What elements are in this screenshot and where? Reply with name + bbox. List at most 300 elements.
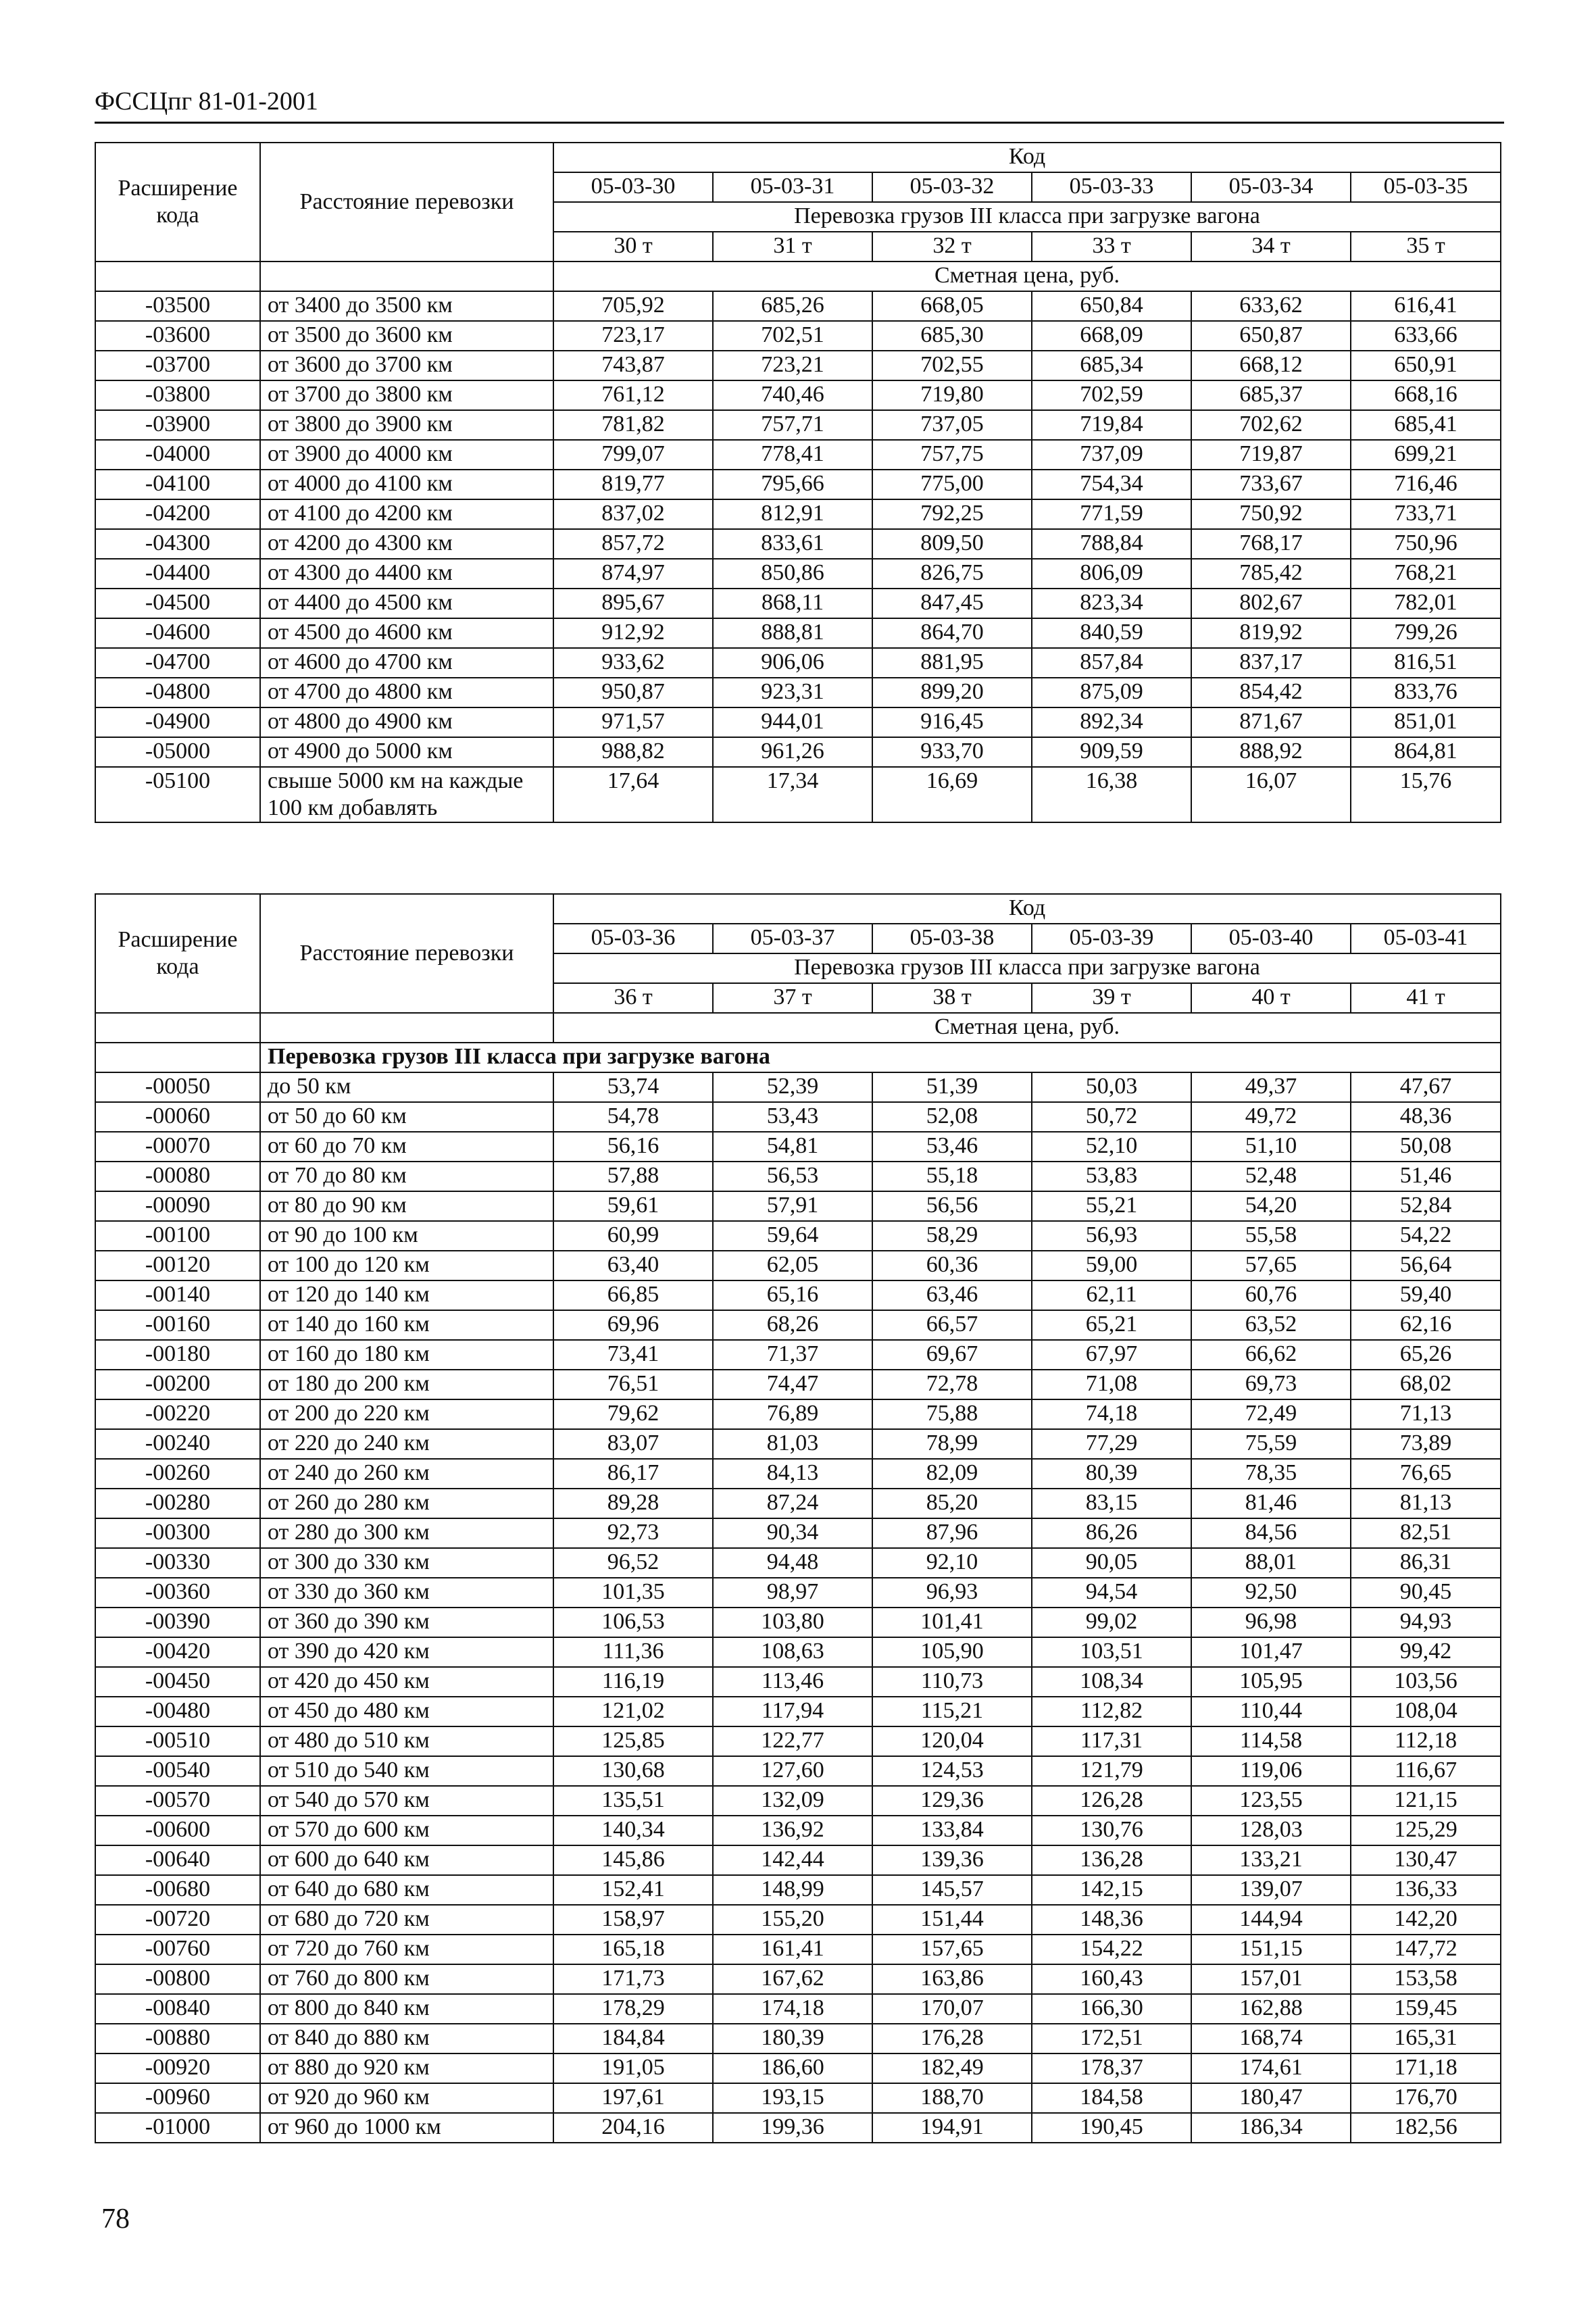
code-header: 05-03-41 (1351, 924, 1501, 953)
code-extension: -00720 (95, 1905, 260, 1935)
price-cell: 71,37 (713, 1340, 872, 1370)
price-cell: 136,92 (713, 1816, 872, 1845)
price-cell: 76,51 (553, 1370, 713, 1399)
load-header: 36 т (553, 983, 713, 1013)
code-extension: -00120 (95, 1251, 260, 1280)
price-cell: 78,99 (872, 1429, 1032, 1459)
price-cell: 81,46 (1191, 1489, 1351, 1518)
price-cell: 75,59 (1191, 1429, 1351, 1459)
price-cell: 819,77 (553, 470, 713, 499)
table-row (95, 1875, 1501, 1905)
price-cell: 86,17 (553, 1459, 713, 1489)
code-header: 05-03-33 (1032, 172, 1191, 202)
code-extension: -00540 (95, 1756, 260, 1786)
distance: от 160 до 180 км (260, 1340, 553, 1370)
price-cell: 864,70 (872, 618, 1032, 648)
price-cell: 69,96 (553, 1310, 713, 1340)
price-cell: 99,42 (1351, 1637, 1501, 1667)
price-cell: 147,72 (1351, 1935, 1501, 1964)
distance: свыше 5000 км на каждые 100 км добавлять (260, 767, 553, 822)
price-cell: 204,16 (553, 2113, 713, 2143)
code-header: 05-03-37 (713, 924, 872, 953)
distance: от 4300 до 4400 км (260, 559, 553, 589)
price-cell: 685,41 (1351, 410, 1501, 440)
price-cell: 881,95 (872, 648, 1032, 678)
empty-cell (260, 262, 553, 291)
price-cell: 737,05 (872, 410, 1032, 440)
price-cell: 88,01 (1191, 1548, 1351, 1578)
price-cell: 94,48 (713, 1548, 872, 1578)
price-cell: 85,20 (872, 1489, 1032, 1518)
distance: от 90 до 100 км (260, 1221, 553, 1251)
price-label: Сметная цена, руб. (553, 1013, 1501, 1043)
code-extension: -00640 (95, 1845, 260, 1875)
price-cell: 59,61 (553, 1191, 713, 1221)
code-extension: -00840 (95, 1994, 260, 2024)
price-cell: 171,18 (1351, 2053, 1501, 2083)
table-row (95, 410, 1501, 440)
table-row (95, 589, 1501, 618)
price-cell: 83,07 (553, 1429, 713, 1459)
price-cell: 868,11 (713, 589, 872, 618)
table-row (95, 2083, 1501, 2113)
price-cell: 54,81 (713, 1132, 872, 1162)
price-cell: 152,41 (553, 1875, 713, 1905)
price-cell: 139,36 (872, 1845, 1032, 1875)
price-cell: 148,99 (713, 1875, 872, 1905)
distance: от 4400 до 4500 км (260, 589, 553, 618)
price-cell: 933,70 (872, 737, 1032, 767)
price-cell: 59,64 (713, 1221, 872, 1251)
price-cell: 96,98 (1191, 1608, 1351, 1637)
code-extension: -04800 (95, 678, 260, 707)
page-header: ФССЦпг 81-01-2001 (95, 87, 318, 116)
distance: от 570 до 600 км (260, 1816, 553, 1845)
distance: от 3500 до 3600 км (260, 321, 553, 351)
distance: от 260 до 280 км (260, 1489, 553, 1518)
distance: от 3700 до 3800 км (260, 380, 553, 410)
price-cell: 888,81 (713, 618, 872, 648)
price-cell: 650,84 (1032, 291, 1191, 321)
price-cell: 116,67 (1351, 1756, 1501, 1786)
price-cell: 165,18 (553, 1935, 713, 1964)
price-cell: 62,11 (1032, 1280, 1191, 1310)
distance: от 3800 до 3900 км (260, 410, 553, 440)
empty-cell (95, 262, 260, 291)
price-cell: 108,63 (713, 1637, 872, 1667)
price-cell: 60,36 (872, 1251, 1032, 1280)
page-number: 78 (101, 2204, 130, 2235)
code-header: 05-03-35 (1351, 172, 1501, 202)
table-body (95, 894, 1501, 2143)
distance: от 840 до 880 км (260, 2024, 553, 2053)
price-cell: 857,72 (553, 529, 713, 559)
price-cell: 723,17 (553, 321, 713, 351)
code-extension: -04300 (95, 529, 260, 559)
distance: до 50 км (260, 1072, 553, 1102)
price-cell: 90,45 (1351, 1578, 1501, 1608)
price-cell: 733,67 (1191, 470, 1351, 499)
price-cell: 857,84 (1032, 648, 1191, 678)
price-cell: 171,73 (553, 1964, 713, 1994)
price-cell: 86,31 (1351, 1548, 1501, 1578)
code-extension: -00100 (95, 1221, 260, 1251)
price-cell: 182,56 (1351, 2113, 1501, 2143)
price-cell: 92,10 (872, 1548, 1032, 1578)
price-cell: 888,92 (1191, 737, 1351, 767)
distance: от 4800 до 4900 км (260, 707, 553, 737)
price-cell: 771,59 (1032, 499, 1191, 529)
price-table-1 (95, 142, 1501, 823)
table-row (95, 351, 1501, 380)
price-cell: 127,60 (713, 1756, 872, 1786)
price-cell: 616,41 (1351, 291, 1501, 321)
price-cell: 193,15 (713, 2083, 872, 2113)
price-cell: 899,20 (872, 678, 1032, 707)
price-cell: 65,16 (713, 1280, 872, 1310)
code-extension: -00570 (95, 1786, 260, 1816)
empty-cell (260, 1013, 553, 1043)
table-row (95, 1518, 1501, 1548)
price-cell: 119,06 (1191, 1756, 1351, 1786)
table-row (95, 1429, 1501, 1459)
price-cell: 837,02 (553, 499, 713, 529)
price-cell: 81,13 (1351, 1489, 1501, 1518)
code-extension: -00510 (95, 1726, 260, 1756)
table-row (95, 1191, 1501, 1221)
table-row (95, 1786, 1501, 1816)
table-row (95, 1280, 1501, 1310)
price-cell: 81,03 (713, 1429, 872, 1459)
distance: от 720 до 760 км (260, 1935, 553, 1964)
price-cell: 82,09 (872, 1459, 1032, 1489)
table-row (95, 618, 1501, 648)
distance: от 480 до 510 км (260, 1726, 553, 1756)
price-cell: 66,85 (553, 1280, 713, 1310)
table-row (95, 1667, 1501, 1697)
table-row (95, 1756, 1501, 1786)
price-cell: 60,99 (553, 1221, 713, 1251)
table-row (95, 1072, 1501, 1102)
price-cell: 96,93 (872, 1578, 1032, 1608)
price-cell: 62,05 (713, 1251, 872, 1280)
code-header: 05-03-30 (553, 172, 713, 202)
price-cell: 719,87 (1191, 440, 1351, 470)
price-cell: 114,58 (1191, 1726, 1351, 1756)
table-row (95, 1845, 1501, 1875)
code-extension: -04900 (95, 707, 260, 737)
price-cell: 988,82 (553, 737, 713, 767)
price-cell: 186,34 (1191, 2113, 1351, 2143)
price-cell: 126,28 (1032, 1786, 1191, 1816)
price-cell: 87,96 (872, 1518, 1032, 1548)
col-header-distance: Расстояние перевозки (260, 894, 553, 1013)
distance: от 880 до 920 км (260, 2053, 553, 2083)
price-cell: 76,65 (1351, 1459, 1501, 1489)
price-cell: 106,53 (553, 1608, 713, 1637)
subtitle: Перевозка грузов III класса при загрузке вагона (553, 202, 1501, 232)
price-cell: 79,62 (553, 1399, 713, 1429)
col-header-code: Расширение кода (95, 894, 260, 1013)
price-cell: 83,15 (1032, 1489, 1191, 1518)
price-cell: 69,67 (872, 1340, 1032, 1370)
price-cell: 809,50 (872, 529, 1032, 559)
price-cell: 16,07 (1191, 767, 1351, 822)
table-row (95, 1578, 1501, 1608)
price-cell: 159,45 (1351, 1994, 1501, 2024)
price-cell: 54,78 (553, 1102, 713, 1132)
price-label-row (95, 1013, 1501, 1043)
price-cell: 122,77 (713, 1726, 872, 1756)
price-cell: 47,67 (1351, 1072, 1501, 1102)
price-cell: 128,03 (1191, 1816, 1351, 1845)
code-extension: -03800 (95, 380, 260, 410)
price-cell: 197,61 (553, 2083, 713, 2113)
price-cell: 750,96 (1351, 529, 1501, 559)
price-cell: 53,46 (872, 1132, 1032, 1162)
price-cell: 788,84 (1032, 529, 1191, 559)
price-cell: 799,26 (1351, 618, 1501, 648)
kod-label: Код (553, 894, 1501, 924)
table-row (95, 499, 1501, 529)
price-cell: 115,21 (872, 1697, 1032, 1726)
load-header: 30 т (553, 232, 713, 262)
price-cell: 92,50 (1191, 1578, 1351, 1608)
distance: от 4700 до 4800 км (260, 678, 553, 707)
code-extension: -00180 (95, 1340, 260, 1370)
code-header: 05-03-31 (713, 172, 872, 202)
price-cell: 144,94 (1191, 1905, 1351, 1935)
code-extension: -04700 (95, 648, 260, 678)
price-cell: 50,08 (1351, 1132, 1501, 1162)
header-row (95, 143, 1501, 172)
price-cell: 72,49 (1191, 1399, 1351, 1429)
distance: от 540 до 570 км (260, 1786, 553, 1816)
price-table-2 (95, 893, 1501, 2143)
price-cell: 160,43 (1032, 1964, 1191, 1994)
price-cell: 702,55 (872, 351, 1032, 380)
price-cell: 668,09 (1032, 321, 1191, 351)
price-cell: 117,94 (713, 1697, 872, 1726)
table-row (95, 707, 1501, 737)
price-cell: 121,15 (1351, 1786, 1501, 1816)
distance: от 280 до 300 км (260, 1518, 553, 1548)
price-cell: 854,42 (1191, 678, 1351, 707)
table-row (95, 1608, 1501, 1637)
header-rule (95, 122, 1504, 124)
code-extension: -00200 (95, 1370, 260, 1399)
code-extension: -00800 (95, 1964, 260, 1994)
code-extension: -03900 (95, 410, 260, 440)
distance: от 680 до 720 км (260, 1905, 553, 1935)
price-cell: 812,91 (713, 499, 872, 529)
table-row (95, 1251, 1501, 1280)
distance: от 240 до 260 км (260, 1459, 553, 1489)
price-cell: 124,53 (872, 1756, 1032, 1786)
price-cell: 847,45 (872, 589, 1032, 618)
distance: от 4000 до 4100 км (260, 470, 553, 499)
price-cell: 50,03 (1032, 1072, 1191, 1102)
price-cell: 139,07 (1191, 1875, 1351, 1905)
col-header-distance: Расстояние перевозки (260, 143, 553, 262)
price-cell: 68,02 (1351, 1370, 1501, 1399)
price-cell: 819,92 (1191, 618, 1351, 648)
price-cell: 110,73 (872, 1667, 1032, 1697)
price-cell: 792,25 (872, 499, 1032, 529)
price-cell: 94,54 (1032, 1578, 1191, 1608)
price-cell: 69,73 (1191, 1370, 1351, 1399)
table-row (95, 1994, 1501, 2024)
price-cell: 916,45 (872, 707, 1032, 737)
price-cell: 77,29 (1032, 1429, 1191, 1459)
table-row (95, 291, 1501, 321)
code-extension: -00280 (95, 1489, 260, 1518)
price-cell: 84,56 (1191, 1518, 1351, 1548)
load-header: 41 т (1351, 983, 1501, 1013)
price-cell: 768,17 (1191, 529, 1351, 559)
price-cell: 121,02 (553, 1697, 713, 1726)
price-cell: 633,62 (1191, 291, 1351, 321)
price-cell: 71,13 (1351, 1399, 1501, 1429)
table-row (95, 1964, 1501, 1994)
price-cell: 685,37 (1191, 380, 1351, 410)
price-cell: 75,88 (872, 1399, 1032, 1429)
price-cell: 129,36 (872, 1786, 1032, 1816)
table-row (95, 1399, 1501, 1429)
price-cell: 782,01 (1351, 589, 1501, 618)
price-cell: 65,26 (1351, 1340, 1501, 1370)
distance: от 220 до 240 км (260, 1429, 553, 1459)
table-row (95, 1489, 1501, 1518)
price-cell: 101,35 (553, 1578, 713, 1608)
code-extension: -00080 (95, 1162, 260, 1191)
code-header: 05-03-34 (1191, 172, 1351, 202)
table-row (95, 1637, 1501, 1667)
price-cell: 923,31 (713, 678, 872, 707)
code-header: 05-03-38 (872, 924, 1032, 953)
distance: от 60 до 70 км (260, 1132, 553, 1162)
price-cell: 63,46 (872, 1280, 1032, 1310)
code-extension: -03600 (95, 321, 260, 351)
price-cell: 123,55 (1191, 1786, 1351, 1816)
price-cell: 17,34 (713, 767, 872, 822)
distance: от 960 до 1000 км (260, 2113, 553, 2143)
price-cell: 133,21 (1191, 1845, 1351, 1875)
price-cell: 833,76 (1351, 678, 1501, 707)
price-cell: 56,16 (553, 1132, 713, 1162)
price-cell: 101,41 (872, 1608, 1032, 1637)
code-header: 05-03-36 (553, 924, 713, 953)
table-row (95, 1548, 1501, 1578)
price-cell: 191,05 (553, 2053, 713, 2083)
code-extension: -00420 (95, 1637, 260, 1667)
distance: от 140 до 160 км (260, 1310, 553, 1340)
price-cell: 167,62 (713, 1964, 872, 1994)
price-cell: 52,39 (713, 1072, 872, 1102)
price-cell: 16,38 (1032, 767, 1191, 822)
distance: от 4900 до 5000 км (260, 737, 553, 767)
price-cell: 125,29 (1351, 1816, 1501, 1845)
price-cell: 833,61 (713, 529, 872, 559)
code-extension: -00880 (95, 2024, 260, 2053)
price-cell: 850,86 (713, 559, 872, 589)
price-cell: 151,15 (1191, 1935, 1351, 1964)
load-header: 38 т (872, 983, 1032, 1013)
table-row (95, 1905, 1501, 1935)
load-header: 39 т (1032, 983, 1191, 1013)
price-cell: 63,52 (1191, 1310, 1351, 1340)
price-cell: 174,18 (713, 1994, 872, 2024)
table-row (95, 1816, 1501, 1845)
price-cell: 184,58 (1032, 2083, 1191, 2113)
price-cell: 719,80 (872, 380, 1032, 410)
distance: от 50 до 60 км (260, 1102, 553, 1132)
price-cell: 170,07 (872, 1994, 1032, 2024)
code-extension: -04100 (95, 470, 260, 499)
price-cell: 125,85 (553, 1726, 713, 1756)
distance: от 80 до 90 км (260, 1191, 553, 1221)
table-row (95, 767, 1501, 822)
price-cell: 668,16 (1351, 380, 1501, 410)
code-extension: -00360 (95, 1578, 260, 1608)
price-cell: 54,20 (1191, 1191, 1351, 1221)
code-extension: -04500 (95, 589, 260, 618)
price-cell: 15,76 (1351, 767, 1501, 822)
price-cell: 961,26 (713, 737, 872, 767)
code-extension: -00300 (95, 1518, 260, 1548)
table-row (95, 1697, 1501, 1726)
code-extension: -00450 (95, 1667, 260, 1697)
price-cell: 705,92 (553, 291, 713, 321)
price-cell: 92,73 (553, 1518, 713, 1548)
price-cell: 51,46 (1351, 1162, 1501, 1191)
price-cell: 48,36 (1351, 1102, 1501, 1132)
price-cell: 754,34 (1032, 470, 1191, 499)
price-cell: 716,46 (1351, 470, 1501, 499)
price-cell: 133,84 (872, 1816, 1032, 1845)
distance: от 4600 до 4700 км (260, 648, 553, 678)
price-cell: 112,82 (1032, 1697, 1191, 1726)
price-cell: 117,31 (1032, 1726, 1191, 1756)
price-cell: 130,68 (553, 1756, 713, 1786)
price-cell: 51,39 (872, 1072, 1032, 1102)
price-cell: 799,07 (553, 440, 713, 470)
price-cell: 650,87 (1191, 321, 1351, 351)
price-cell: 78,35 (1191, 1459, 1351, 1489)
load-header: 31 т (713, 232, 872, 262)
price-cell: 176,28 (872, 2024, 1032, 2053)
table-row (95, 529, 1501, 559)
col-header-code: Расширение кода (95, 143, 260, 262)
distance: от 510 до 540 км (260, 1756, 553, 1786)
price-cell: 116,19 (553, 1667, 713, 1697)
price-cell: 180,47 (1191, 2083, 1351, 2113)
distance: от 3400 до 3500 км (260, 291, 553, 321)
price-cell: 158,97 (553, 1905, 713, 1935)
price-cell: 55,21 (1032, 1191, 1191, 1221)
price-cell: 120,04 (872, 1726, 1032, 1756)
distance: от 180 до 200 км (260, 1370, 553, 1399)
price-cell: 162,88 (1191, 1994, 1351, 2024)
price-cell: 49,72 (1191, 1102, 1351, 1132)
price-cell: 823,34 (1032, 589, 1191, 618)
price-cell: 743,87 (553, 351, 713, 380)
distance: от 3900 до 4000 км (260, 440, 553, 470)
load-header: 33 т (1032, 232, 1191, 262)
price-cell: 950,87 (553, 678, 713, 707)
price-cell: 71,08 (1032, 1370, 1191, 1399)
price-cell: 154,22 (1032, 1935, 1191, 1964)
